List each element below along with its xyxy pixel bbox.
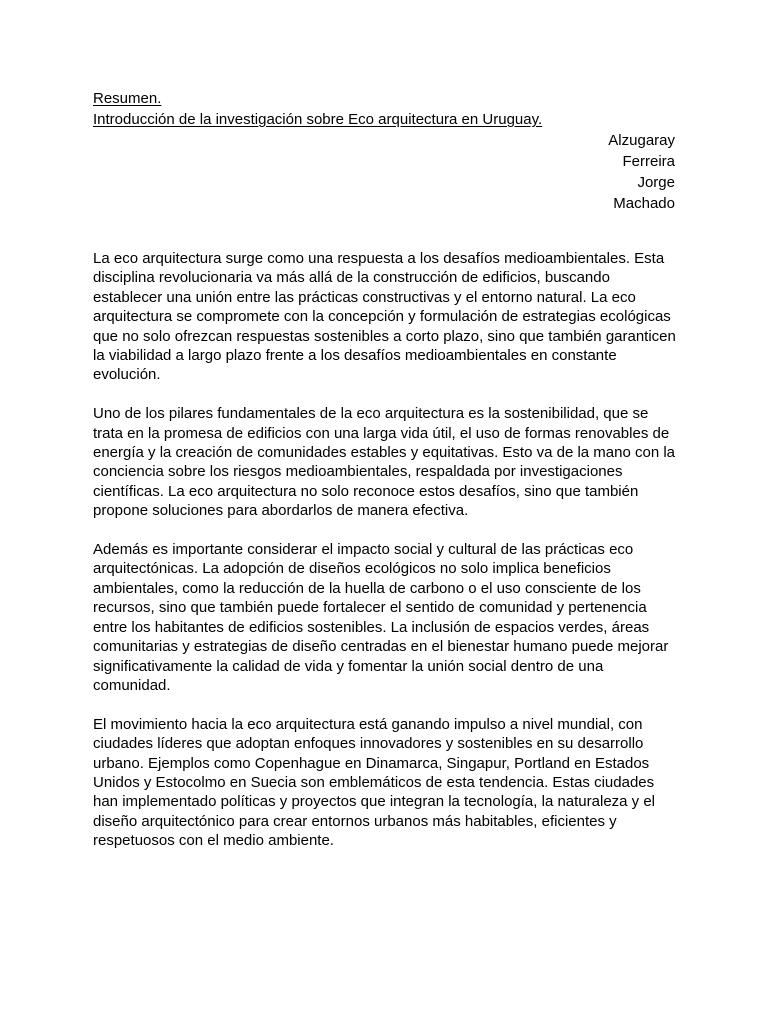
body-paragraph: Uno de los pilares fundamentales de la eco arquitectura es la sostenibilidad, que se trata en la promesa de edificios con una larga vida útil, el uso de formas renovables de energía y la creación de comunidades estables y equitativas. Esto va de la mano con la conciencia sobre los riesgos medioambientales, respaldada por investigaciones científicas. La eco arquitectura no solo reconoce estos desafíos, sino que también propone soluciones para abordarlos de manera efectiva.: [93, 405, 676, 520]
author-name: Jorge: [637, 174, 675, 191]
author-name: Alzugaray: [608, 132, 675, 149]
author-name: Ferreira: [622, 153, 675, 170]
document-title: Introducción de la investigación sobre Eco arquitectura en Uruguay.: [93, 111, 543, 128]
document-body: [93, 249, 678, 870]
body-paragraph: La eco arquitectura surge como una respuesta a los desafíos medioambientales. Esta disciplina revolucionaria va más allá de la construcción de edificios, buscando establecer una unión entre las prácticas constructivas y el entorno natural. La eco arquitectura se compromete con la concepción y formulación de estrategias ecológicas que no solo ofrezcan respuestas sostenibles a corto plazo, sino que también garanticen la viabilidad a largo plazo frente a los desafíos medioambientales en constante evolución.: [93, 250, 676, 384]
body-paragraph: El movimiento hacia la eco arquitectura está ganando impulso a nivel mundial, con ciudades líderes que adoptan enfoques innovadores y sostenibles en su desarrollo urbano. Ejemplos como Copenhague en Dinamarca, Singapur, Portland en Estados Unidos y Estocolmo en Suecia son emblemáticos de esta tendencia. Estas ciudades han implementado políticas y proyectos que integran la tecnología, la naturaleza y el diseño arquitectónico para crear entornos urbanos más habitables, eficientes y respetuosos con el medio ambiente.: [93, 715, 656, 850]
author-list: [93, 130, 675, 214]
body-paragraph: Además es importante considerar el impacto social y cultural de las prácticas eco arquitectónicas. La adopción de diseños ecológicos no solo implica beneficios ambientales, como la reducción de la huella de carbono o el uso consciente de los recursos, sino que también puede fortalecer el sentido de comunidad y pertenencia entre los habitantes de edificios sostenibles. La inclusión de espacios verdes, áreas comunitarias y estrategias de diseño centradas en el bienestar humano puede mejorar significativamente la calidad de vida y fomentar la unión social dentro de una comunidad.: [93, 541, 669, 694]
author-name: Machado: [613, 195, 675, 212]
document-heading: Resumen.: [93, 90, 162, 107]
document-header: [93, 88, 675, 214]
